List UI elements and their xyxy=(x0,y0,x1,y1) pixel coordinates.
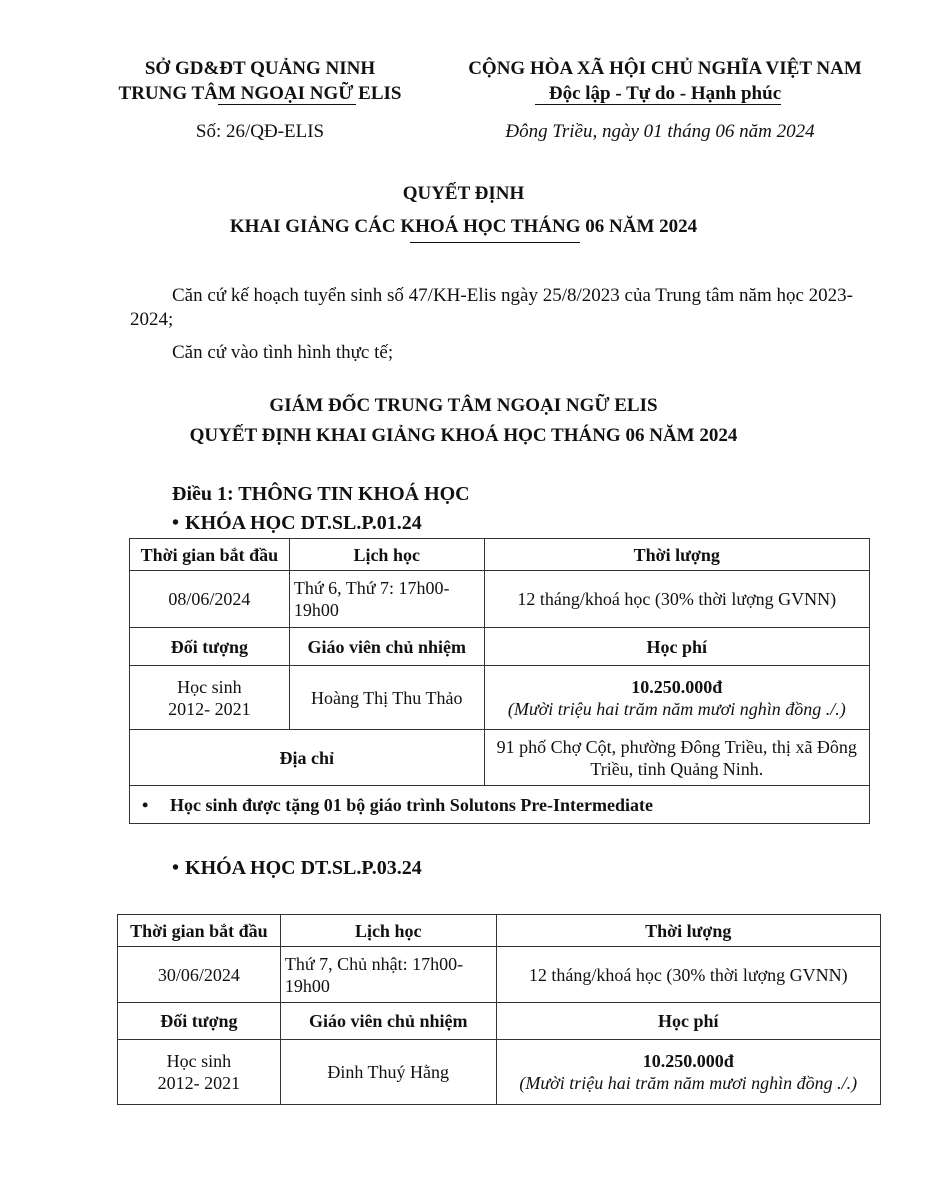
header-start: Thời gian bắt đầu xyxy=(130,539,290,571)
course-2-table xyxy=(117,914,881,1105)
title-underline xyxy=(410,242,580,243)
motto-underline xyxy=(535,104,781,105)
course-2-duration: 12 tháng/khoá học (30% thời lượng GVNN) xyxy=(496,947,880,1003)
national-header xyxy=(445,56,885,106)
decision-heading: QUYẾT ĐỊNH KHAI GIẢNG KHOÁ HỌC THÁNG 06 NĂM 2024 xyxy=(189,425,738,446)
course-1-schedule: Thứ 6, Thứ 7: 17h00-19h00 xyxy=(289,571,484,628)
header-duration: Thời lượng xyxy=(484,539,869,571)
bullet-icon: • xyxy=(142,794,149,815)
document-title: QUYẾT ĐỊNH xyxy=(402,183,525,204)
course-2-fee-amount: 10.250.000đ xyxy=(642,1051,734,1071)
course-1-duration: 12 tháng/khoá học (30% thời lượng GVNN) xyxy=(484,571,869,628)
course-1-address: 91 phố Chợ Cột, phường Đông Triều, thị xã Đông Triều, tỉnh Quảng Ninh. xyxy=(484,730,869,786)
header-address: Địa chỉ xyxy=(130,730,485,786)
header-target: Đối tượng xyxy=(130,628,290,666)
header-schedule: Lịch học xyxy=(289,539,484,571)
organization-header xyxy=(95,56,425,106)
header-start: Thời gian bắt đầu xyxy=(118,915,281,947)
place-date: Đông Triều, ngày 01 tháng 06 năm 2024 xyxy=(505,121,815,142)
course-1-target xyxy=(130,666,290,730)
course-2-target-label: Học sinh xyxy=(166,1051,232,1071)
course-1-fee-amount: 10.250.000đ xyxy=(631,676,723,697)
course-1-note xyxy=(130,786,870,824)
header-teacher: Giáo viên chủ nhiệm xyxy=(289,628,484,666)
org-center-name: TRUNG TÂM NGOẠI NGỮ ELIS xyxy=(118,83,402,104)
bullet-icon: • xyxy=(172,512,180,534)
course-2-teacher: Đinh Thuý Hằng xyxy=(280,1040,496,1105)
course-2-heading xyxy=(172,857,422,880)
course-1-note-text: Học sinh được tặng 01 bộ giáo trình Solutons Pre-Intermediate xyxy=(170,794,653,815)
course-1-table xyxy=(129,538,870,824)
director-heading: GIÁM ĐỐC TRUNG TÂM NGOẠI NGỮ ELIS xyxy=(269,395,658,416)
header-duration: Thời lượng xyxy=(496,915,880,947)
course-2-target-years: 2012- 2021 xyxy=(157,1073,241,1093)
course-1-heading xyxy=(172,512,422,535)
course-2-start: 30/06/2024 xyxy=(118,947,281,1003)
course-1-fee-words: (Mười triệu hai trăm năm mươi nghìn đồng ./.) xyxy=(507,698,846,719)
document-number: Số: 26/QĐ-ELIS xyxy=(195,121,325,142)
bullet-icon: • xyxy=(172,857,180,879)
header-schedule: Lịch học xyxy=(280,915,496,947)
basis-paragraph-1: Căn cứ kế hoạch tuyển sinh số 47/KH-Elis ngày 25/8/2023 của Trung tâm năm học 2023- 2024; xyxy=(130,285,854,330)
basis-paragraph-2: Căn cứ vào tình hình thực tế; xyxy=(172,342,394,363)
header-fee: Học phí xyxy=(496,1003,880,1040)
header-fee: Học phí xyxy=(484,628,869,666)
course-2-fee xyxy=(496,1040,880,1105)
course-2-target xyxy=(118,1040,281,1105)
course-2-fee-words: (Mười triệu hai trăm năm mươi nghìn đồng ./.) xyxy=(519,1073,858,1093)
course-1-code: KHÓA HỌC DT.SL.P.01.24 xyxy=(185,512,422,534)
course-1-fee xyxy=(484,666,869,730)
course-1-target-years: 2012- 2021 xyxy=(168,698,251,719)
course-1-start: 08/06/2024 xyxy=(130,571,290,628)
header-target: Đối tượng xyxy=(118,1003,281,1040)
nation-name: CỘNG HÒA XÃ HỘI CHỦ NGHĨA VIỆT NAM xyxy=(468,58,862,79)
course-2-code: KHÓA HỌC DT.SL.P.03.24 xyxy=(185,857,422,879)
nation-motto: Độc lập - Tự do - Hạnh phúc xyxy=(548,83,782,104)
org-department: SỞ GD&ĐT QUẢNG NINH xyxy=(144,58,376,79)
course-2-schedule: Thứ 7, Chủ nhật: 17h00-19h00 xyxy=(280,947,496,1003)
header-teacher: Giáo viên chủ nhiệm xyxy=(280,1003,496,1040)
org-underline xyxy=(218,104,356,105)
course-1-target-label: Học sinh xyxy=(177,676,242,697)
article-1-heading: Điều 1: THÔNG TIN KHOÁ HỌC xyxy=(172,483,470,505)
course-1-teacher: Hoàng Thị Thu Thảo xyxy=(289,666,484,730)
document-subtitle: KHAI GIẢNG CÁC KHOÁ HỌC THÁNG 06 NĂM 2024 xyxy=(229,216,698,237)
